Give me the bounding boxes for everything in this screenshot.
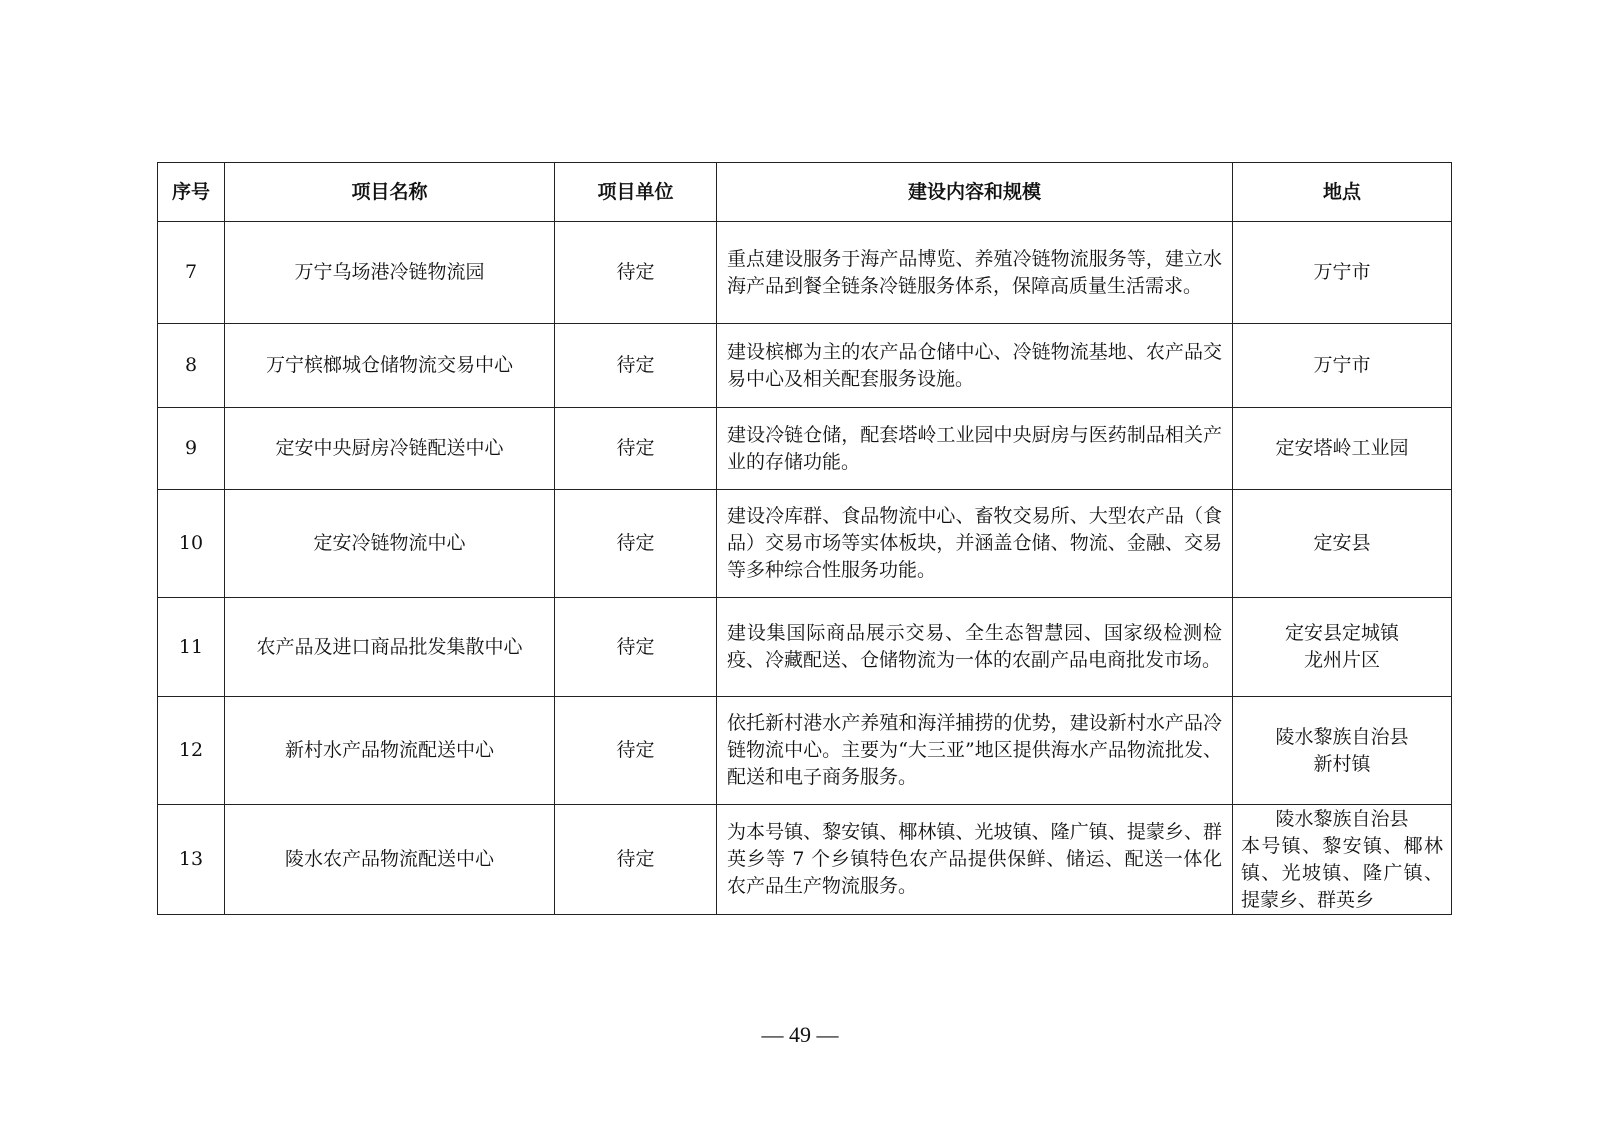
cell-project-unit: 待定 xyxy=(555,324,717,408)
cell-project-name: 农产品及进口商品批发集散中心 xyxy=(225,598,555,697)
location-line: 龙州片区 xyxy=(1303,649,1380,671)
table-row xyxy=(158,490,1452,598)
location-line: 定安塔岭工业园 xyxy=(1275,437,1409,459)
cell-content: 建设冷链仓储，配套塔岭工业园中央厨房与医药制品相关产业的存储功能。 xyxy=(717,408,1233,490)
cell-content: 建设集国际商品展示交易、全生态智慧园、国家级检测检疫、冷藏配送、仓储物流为一体的农副产品电商批发市场。 xyxy=(717,598,1233,697)
cell-project-unit: 待定 xyxy=(555,805,717,915)
location-line: 定安县 xyxy=(1313,532,1371,554)
cell-project-name: 陵水农产品物流配送中心 xyxy=(225,805,555,915)
location-line: 新村镇 xyxy=(1313,752,1371,775)
cell-location xyxy=(1233,697,1452,805)
location-line: 陵水黎族自治县 xyxy=(1275,725,1409,748)
cell-project-name: 万宁乌场港冷链物流园 xyxy=(225,222,555,324)
table-row xyxy=(158,324,1452,408)
page-number: — 49 — xyxy=(761,1022,839,1047)
cell-content: 为本号镇、黎安镇、椰林镇、光坡镇、隆广镇、提蒙乡、群英乡等 7 个乡镇特色农产品提供保鲜、储运、配送一体化农产品生产物流服务。 xyxy=(717,805,1233,915)
table-row xyxy=(158,408,1452,490)
cell-location xyxy=(1233,324,1452,408)
header-project-unit: 项目单位 xyxy=(555,163,717,222)
cell-content: 建设槟榔为主的农产品仓储中心、冷链物流基地、农产品交易中心及相关配套服务设施。 xyxy=(717,324,1233,408)
header-location: 地点 xyxy=(1233,163,1452,222)
cell-project-unit: 待定 xyxy=(555,222,717,324)
projects-table xyxy=(157,162,1452,915)
cell-project-unit: 待定 xyxy=(555,490,717,598)
cell-project-name: 新村水产品物流配送中心 xyxy=(225,697,555,805)
table-row xyxy=(158,598,1452,697)
cell-serial: 9 xyxy=(158,408,225,490)
cell-location xyxy=(1233,408,1452,490)
location-line: 万宁市 xyxy=(1313,261,1371,283)
cell-project-unit: 待定 xyxy=(555,408,717,490)
cell-serial: 12 xyxy=(158,697,225,805)
cell-serial: 11 xyxy=(158,598,225,697)
cell-serial: 8 xyxy=(158,324,225,408)
cell-location xyxy=(1233,598,1452,697)
cell-content: 建设冷库群、食品物流中心、畜牧交易所、大型农产品（食品）交易市场等实体板块，并涵盖仓储、物流、金融、交易等多种综合性服务功能。 xyxy=(717,490,1233,598)
table-row xyxy=(158,222,1452,324)
cell-location xyxy=(1233,222,1452,324)
header-content-scale: 建设内容和规模 xyxy=(717,163,1233,222)
cell-serial: 7 xyxy=(158,222,225,324)
location-line: 陵水黎族自治县 xyxy=(1275,807,1409,830)
cell-project-name: 定安冷链物流中心 xyxy=(225,490,555,598)
cell-project-name: 万宁槟榔城仓储物流交易中心 xyxy=(225,324,555,408)
table-header-row xyxy=(158,163,1452,222)
location-line: 本号镇、黎安镇、椰林镇、光坡镇、隆广镇、提蒙乡、群英乡 xyxy=(1241,834,1443,911)
header-serial: 序号 xyxy=(158,163,225,222)
location-line: 万宁市 xyxy=(1313,354,1371,376)
table-row xyxy=(158,697,1452,805)
location-line: 定安县定城镇 xyxy=(1284,622,1399,644)
cell-serial: 13 xyxy=(158,805,225,915)
table-row xyxy=(158,805,1452,915)
cell-project-unit: 待定 xyxy=(555,697,717,805)
cell-location xyxy=(1233,490,1452,598)
cell-content: 重点建设服务于海产品博览、养殖冷链物流服务等，建立水海产品到餐全链条冷链服务体系，保障高质量生活需求。 xyxy=(717,222,1233,324)
cell-project-name: 定安中央厨房冷链配送中心 xyxy=(225,408,555,490)
cell-content: 依托新村港水产养殖和海洋捕捞的优势，建设新村水产品冷链物流中心。主要为“大三亚”地区提供海水产品物流批发、配送和电子商务服务。 xyxy=(717,697,1233,805)
cell-location xyxy=(1233,805,1452,915)
cell-serial: 10 xyxy=(158,490,225,598)
cell-project-unit: 待定 xyxy=(555,598,717,697)
header-project-name: 项目名称 xyxy=(225,163,555,222)
